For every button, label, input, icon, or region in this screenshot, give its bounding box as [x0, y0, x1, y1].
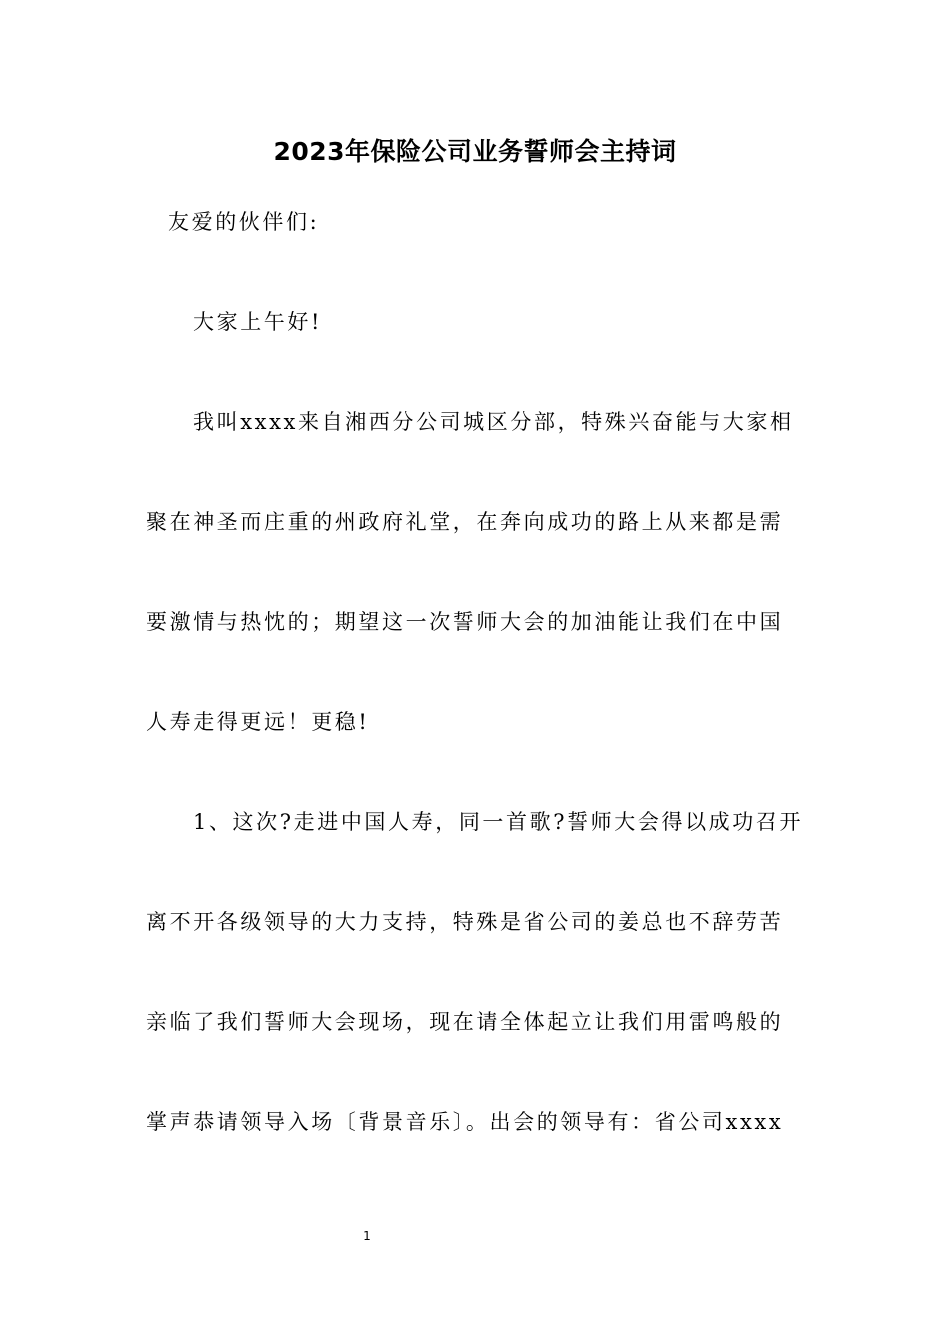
page-number: 1 [363, 1229, 371, 1243]
document-title: 2023年保险公司业务誓师会主持词 [273, 137, 677, 166]
salutation-line: 友爱的伙伴们: [168, 210, 320, 234]
paragraph-line: 人寿走得更远！更稳! [146, 710, 370, 734]
greeting-line: 大家上午好! [193, 310, 323, 334]
paragraph-line: 亲临了我们誓师大会现场，现在请全体起立让我们用雷鸣般的 [146, 1010, 784, 1034]
paragraph-line: 聚在神圣而庄重的州政府礼堂，在奔向成功的路上从来都是需 [146, 510, 784, 534]
paragraph-line: 离不开各级领导的大力支持，特殊是省公司的姜总也不辞劳苦 [146, 910, 784, 934]
paragraph-line: 1、这次?走进中国人寿，同一首歌?誓师大会得以成功召开 [193, 810, 804, 834]
paragraph-line: 要激情与热忱的；期望这一次誓师大会的加油能让我们在中国 [146, 610, 784, 634]
paragraph-line: 掌声恭请领导入场〔背景音乐〕。出会的领导有：省公司xxxx [146, 1110, 784, 1134]
paragraph-line: 我叫xxxx来自湘西分公司城区分部，特殊兴奋能与大家相 [193, 410, 794, 434]
